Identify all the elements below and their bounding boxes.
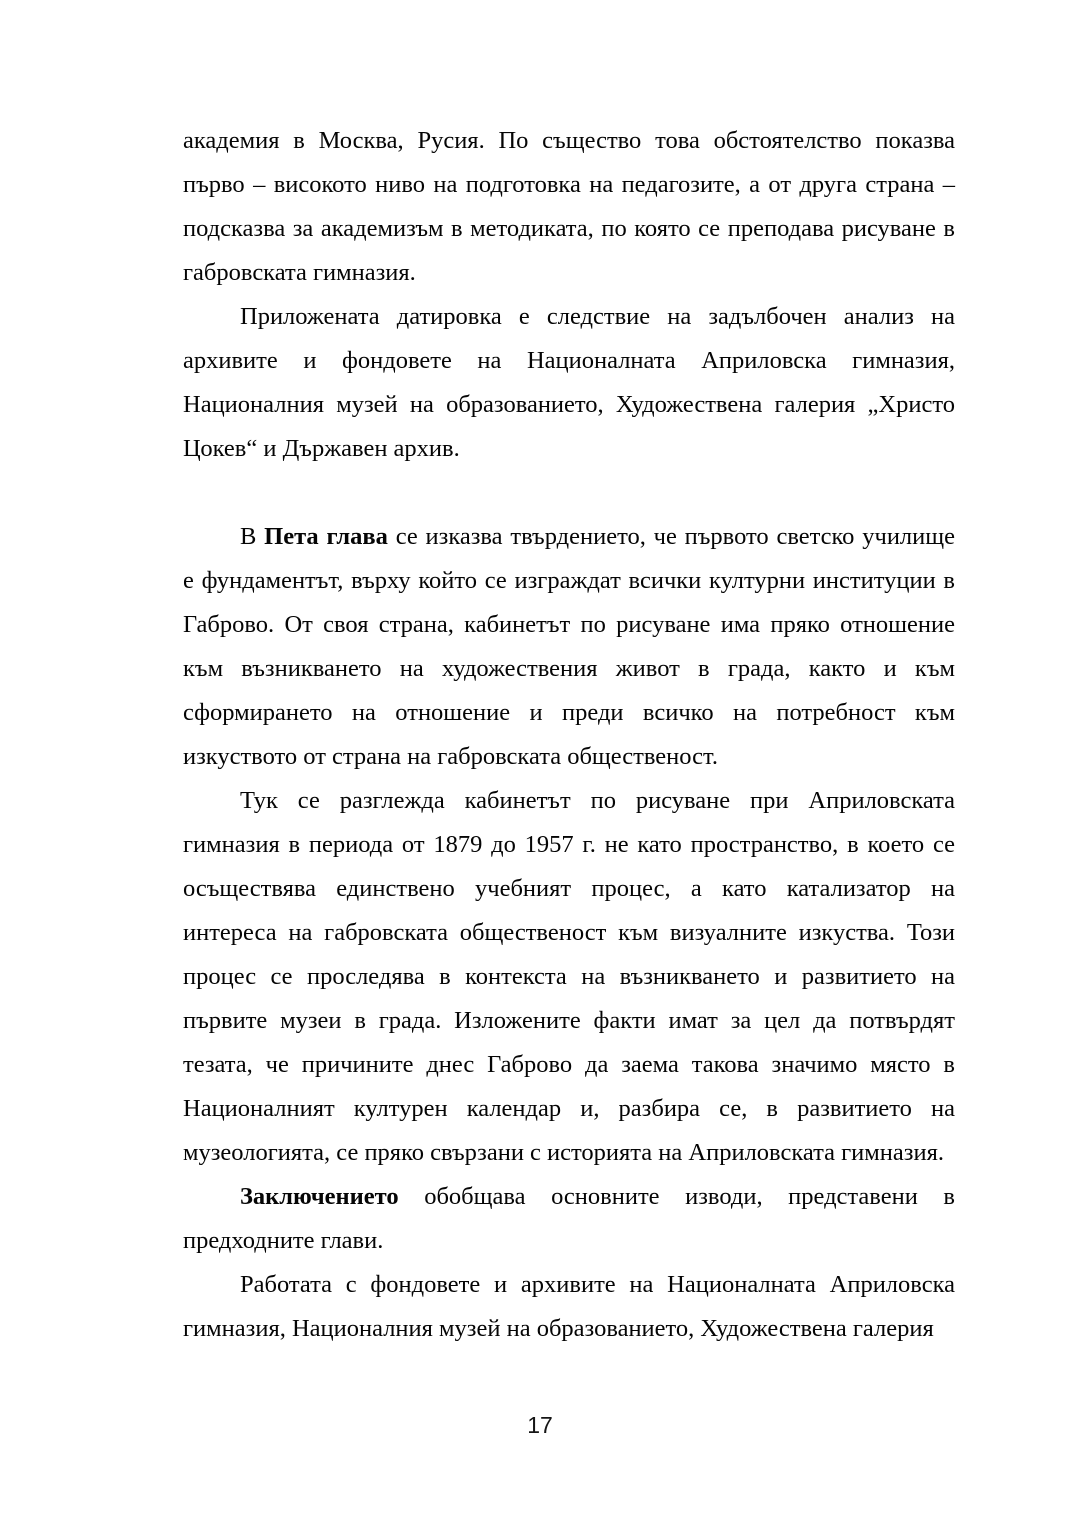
text-run: академия в Москва, Русия. По същество това обстоятелство показва първо – високото ниво на подготовка на педагозите, а от друга страна – подсказва за академизъм в методиката, по която се преподава рисуване в габровската гимназия. bbox=[183, 127, 955, 286]
paragraph bbox=[183, 515, 955, 779]
paragraph bbox=[183, 295, 955, 471]
paragraph bbox=[183, 779, 955, 1175]
text-run: се изказва твърдението, че първото светско училище е фундаментът, върху който се изграждат всички културни институции в Габрово. От своя страна, кабинетът по рисуване има пряко отношение към възникването на художествения живот в града, както и към сформирането на отношение и преди всичко на потребност към изкуството от страна на габровската общественост. bbox=[183, 523, 956, 770]
document-body bbox=[183, 119, 955, 1351]
text-run: обобщава основните изводи, представени в предходните глави. bbox=[183, 1183, 955, 1254]
paragraph bbox=[183, 1263, 955, 1351]
bold-text-run: Пета глава bbox=[264, 523, 388, 550]
paragraph bbox=[183, 119, 955, 295]
paragraph bbox=[183, 1175, 955, 1263]
bold-text-run: Заключението bbox=[240, 1183, 399, 1210]
page-number: 17 bbox=[527, 1412, 553, 1438]
text-run: В bbox=[240, 523, 265, 550]
text-run: Тук се разглежда кабинетът по рисуване при Априловската гимназия в периода от 1879 до 1957 г. не като пространство, в което се осъществява единствено учебният процес, а като катализатор на интереса на габровската общественост към визуалните изкуства. Този процес се проследява в контекста на възникването и развитието на първите музеи в града. Изложените факти имат за цел да потвърдят тезата, че причините днес Габрово да заема такова значимо място в Националният културен календар и, разбира се, в развитието на музеологията, се пряко свързани с историята на Априловската гимназия. bbox=[183, 787, 955, 1166]
text-run: Приложената датировка е следствие на задълбочен анализ на архивите и фондовете на Националната Априловска гимназия, Националния музей на образованието, Художествена галерия „Христо Цокев“ и Държавен архив. bbox=[183, 303, 955, 462]
text-run: Работата с фондовете и архивите на Националната Априловска гимназия, Националния музей на образованието, Художествена галерия bbox=[183, 1271, 955, 1342]
